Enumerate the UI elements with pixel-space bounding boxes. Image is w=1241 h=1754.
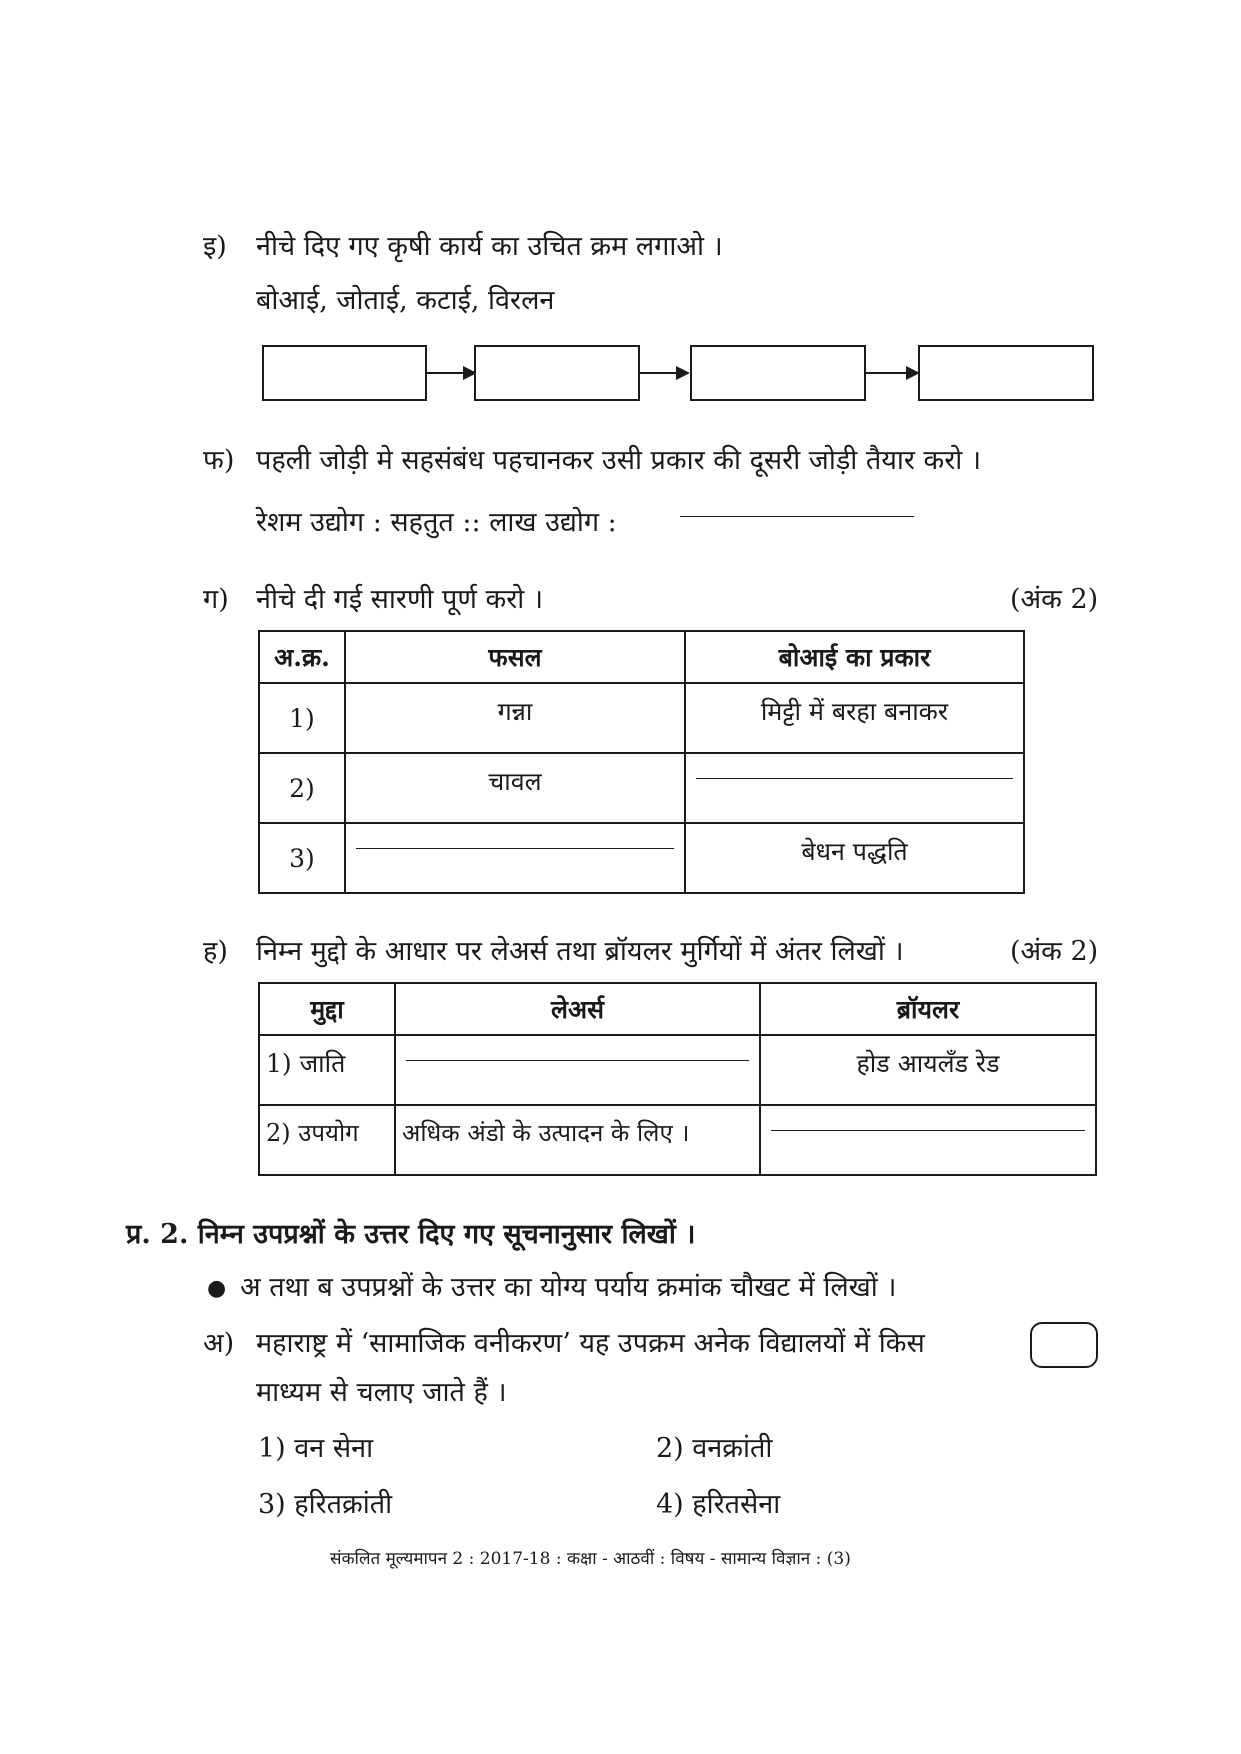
poultry-comparison-table bbox=[258, 982, 1097, 1176]
table-row bbox=[259, 753, 1024, 823]
table-row bbox=[259, 1105, 1096, 1175]
question-i-label: इ) bbox=[203, 231, 227, 262]
option-4[interactable]: 4) हरितसेना bbox=[656, 1489, 781, 1520]
table-header: फसल bbox=[345, 631, 685, 683]
answer-blank[interactable] bbox=[356, 848, 674, 849]
layers-cell: अधिक अंडो के उत्पादन के लिए । bbox=[395, 1105, 760, 1175]
sub-a-label: अ) bbox=[203, 1328, 235, 1359]
question-f-text: पहली जोड़ी मे सहसंबंध पहचानकर उसी प्रकार की दूसरी जोड़ी तैयार करो । bbox=[256, 445, 982, 476]
question-g-label: ग) bbox=[203, 584, 229, 615]
question-h-marks: (अंक 2) bbox=[1010, 936, 1099, 967]
table-header: मुद्दा bbox=[259, 983, 395, 1035]
question-2-heading: प्र. 2. निम्न उपप्रश्नों के उत्तर दिए गए सूचनानुसार लिखों । bbox=[126, 1219, 696, 1250]
question-f-pair: रेशम उद्योग : सहतुत :: लाख उद्योग : bbox=[256, 507, 617, 538]
sequence-box-3[interactable] bbox=[690, 345, 866, 401]
question-f-label: फ) bbox=[203, 445, 235, 476]
crop-answer-cell[interactable] bbox=[345, 823, 685, 893]
sub-a-line-2: माध्यम से चलाए जाते हैं । bbox=[256, 1377, 507, 1408]
option-3[interactable]: 3) हरितक्रांती bbox=[258, 1489, 393, 1520]
point-cell: 1) जाति bbox=[259, 1035, 395, 1105]
option-2[interactable]: 2) वनक्रांती bbox=[656, 1433, 773, 1464]
sequence-box-2[interactable] bbox=[474, 345, 640, 401]
table-header: अ.क्र. bbox=[259, 631, 345, 683]
table-header: ब्रॉयलर bbox=[760, 983, 1096, 1035]
page-footer: संकलित मूल्यमापन 2 : 2017-18 : कक्षा - आठवीं : विषय - सामान्य विज्ञान : (3) bbox=[330, 1549, 851, 1569]
arrow-head-icon bbox=[676, 366, 690, 380]
question-i-text: नीचे दिए गए कृषी कार्य का उचित क्रम लगाओ । bbox=[256, 231, 723, 262]
method-cell: मिट्टी में बरहा बनाकर bbox=[685, 683, 1024, 753]
answer-blank[interactable] bbox=[771, 1130, 1085, 1131]
question-h-label: ह) bbox=[203, 936, 228, 967]
table-row bbox=[259, 823, 1024, 893]
question-h-text: निम्न मुद्दो के आधार पर लेअर्स तथा ब्रॉयलर मुर्गियों में अंतर लिखों । bbox=[256, 936, 904, 967]
answer-blank[interactable] bbox=[406, 1060, 749, 1061]
broiler-cell: होड आयलँड रेड bbox=[760, 1035, 1096, 1105]
row-number: 1) bbox=[259, 683, 345, 753]
option-1[interactable]: 1) वन सेना bbox=[258, 1433, 374, 1464]
sub-a-line-1: महाराष्ट्र में ‘सामाजिक वनीकरण’ यह उपक्रम अनेक विद्यालयों में किस bbox=[256, 1328, 925, 1359]
point-cell: 2) उपयोग bbox=[259, 1105, 395, 1175]
answer-blank-f[interactable] bbox=[680, 516, 914, 517]
sequence-box-4[interactable] bbox=[918, 345, 1094, 401]
method-answer-cell[interactable] bbox=[685, 753, 1024, 823]
row-number: 3) bbox=[259, 823, 345, 893]
table-header: लेअर्स bbox=[395, 983, 760, 1035]
answer-blank[interactable] bbox=[696, 778, 1013, 779]
broiler-answer-cell[interactable] bbox=[760, 1105, 1096, 1175]
answer-box[interactable] bbox=[1030, 1322, 1098, 1368]
bullet-icon: ● bbox=[207, 1276, 227, 1301]
layers-answer-cell[interactable] bbox=[395, 1035, 760, 1105]
question-g-marks: (अंक 2) bbox=[1010, 584, 1099, 615]
question-2-instruction: अ तथा ब उपप्रश्नों के उत्तर का योग्य पर्याय क्रमांक चौखट में लिखों । bbox=[240, 1272, 897, 1303]
crop-cell: गन्ना bbox=[345, 683, 685, 753]
table-row bbox=[259, 683, 1024, 753]
question-g-text: नीचे दी गई सारणी पूर्ण करो । bbox=[256, 584, 544, 615]
question-i-items: बोआई, जोताई, कटाई, विरलन bbox=[256, 285, 555, 316]
row-number: 2) bbox=[259, 753, 345, 823]
sequence-box-1[interactable] bbox=[262, 345, 427, 401]
crop-sowing-table bbox=[258, 630, 1025, 894]
method-cell: बेधन पद्धति bbox=[685, 823, 1024, 893]
table-row bbox=[259, 1035, 1096, 1105]
crop-cell: चावल bbox=[345, 753, 685, 823]
table-header: बोआई का प्रकार bbox=[685, 631, 1024, 683]
